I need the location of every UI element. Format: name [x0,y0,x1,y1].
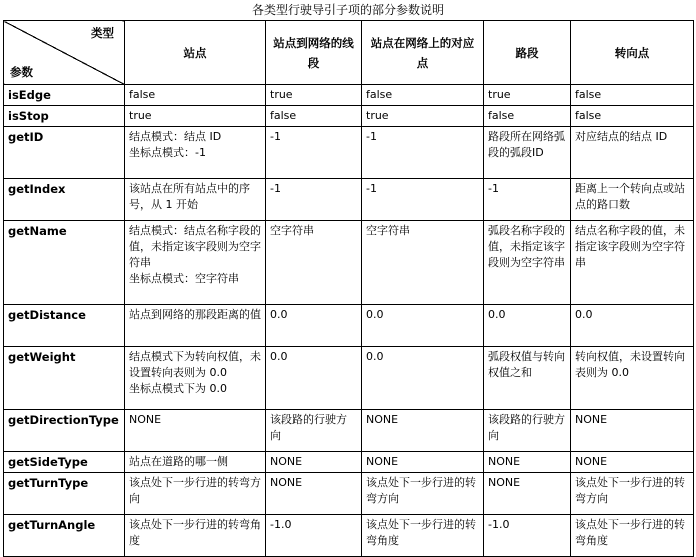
table-cell: 该段路的行驶方向 [484,410,571,452]
table-cell: 0.0 [362,305,484,347]
table-cell: 该点处下一步行进的转弯方向 [362,473,484,515]
table-cell: 该段路的行驶方向 [266,410,362,452]
table-cell: NONE [362,410,484,452]
param-name-cell: getWeight [4,347,125,410]
column-header-stop-to-network-segment: 站点到网络的线段 [266,21,362,85]
table-row [4,305,694,347]
table-cell: 对应结点的结点 ID [571,127,694,179]
table-cell: false [362,85,484,106]
table-cell: 0.0 [571,305,694,347]
table-cell: 该点处下一步行进的转弯角度 [125,515,266,557]
table-cell: 该点处下一步行进的转弯方向 [571,473,694,515]
table-cell: NONE [266,452,362,473]
table-cell: -1 [362,127,484,179]
header-type-label: 类型 [91,26,114,40]
header-param-label: 参数 [10,65,33,79]
table-cell: 转向权值，未设置转向表则为 0.0 [571,347,694,410]
table-cell: -1 [266,127,362,179]
table-row [4,106,694,127]
table-row [4,85,694,106]
param-name-cell: getTurnType [4,473,125,515]
table-cell: 空字符串 [266,221,362,305]
table-row [4,515,694,557]
table-cell: NONE [362,452,484,473]
diagonal-header-cell [4,21,125,85]
table-cell: NONE [266,473,362,515]
column-header-stop: 站点 [125,21,266,85]
table-cell: 0.0 [266,347,362,410]
param-name-cell: isEdge [4,85,125,106]
param-name-cell: getDirectionType [4,410,125,452]
table-cell: 0.0 [484,305,571,347]
table-cell: false [571,106,694,127]
table-cell: 结点名称字段的值，未指定该字段则为空字符串 [571,221,694,305]
table-body [4,85,694,557]
table-cell: NONE [484,452,571,473]
table-cell: 站点到网络的那段距离的值 [125,305,266,347]
table-row [4,347,694,410]
table-cell: 路段所在网络弧段的弧段ID [484,127,571,179]
table-row [4,410,694,452]
table-cell: -1 [266,179,362,221]
table-cell: 距离上一个转向点或站点的路口数 [571,179,694,221]
table-cell: true [484,85,571,106]
param-name-cell: getName [4,221,125,305]
param-name-cell: getIndex [4,179,125,221]
table-cell: 弧段权值与转向权值之和 [484,347,571,410]
table-cell: 结点模式：结点 ID 坐标点模式：-1 [125,127,266,179]
table-row [4,452,694,473]
table-cell: false [266,106,362,127]
column-header-stop-network-point: 站点在网络上的对应点 [362,21,484,85]
table-cell: 结点模式下为转向权值，未设置转向表则为 0.0 坐标点模式下为 0.0 [125,347,266,410]
column-header-edge: 路段 [484,21,571,85]
table-cell: 弧段名称字段的值，未指定该字段则为空字符串 [484,221,571,305]
table-cell: true [266,85,362,106]
table-cell: 空字符串 [362,221,484,305]
table-cell: 该点处下一步行进的转弯角度 [362,515,484,557]
param-name-cell: getTurnAngle [4,515,125,557]
table-cell: -1 [362,179,484,221]
table-cell: 站点在道路的哪一侧 [125,452,266,473]
table-caption: 各类型行驶导引子项的部分参数说明 [251,3,444,17]
table-cell: NONE [571,452,694,473]
parameter-table [3,20,694,557]
header-row [4,21,694,85]
table-cell: false [125,85,266,106]
param-name-cell: getSideType [4,452,125,473]
table-row [4,473,694,515]
table-cell: false [571,85,694,106]
table-cell: 该站点在所有站点中的序号，从 1 开始 [125,179,266,221]
table-cell: 该点处下一步行进的转弯角度 [571,515,694,557]
table-cell: -1.0 [266,515,362,557]
table-cell: 0.0 [266,305,362,347]
param-name-cell: isStop [4,106,125,127]
table-cell: 0.0 [362,347,484,410]
table-cell: -1 [484,179,571,221]
table-cell: -1.0 [484,515,571,557]
param-name-cell: getDistance [4,305,125,347]
table-row [4,127,694,179]
table-cell: true [362,106,484,127]
column-header-turn-point: 转向点 [571,21,694,85]
param-name-cell: getID [4,127,125,179]
table-cell: false [484,106,571,127]
table-cell: NONE [484,473,571,515]
table-cell: NONE [571,410,694,452]
table-cell: 该点处下一步行进的转弯方向 [125,473,266,515]
table-row [4,179,694,221]
table-cell: NONE [125,410,266,452]
table-cell: 结点模式：结点名称字段的值，未指定该字段则为空字符串 坐标点模式：空字符串 [125,221,266,305]
table-row [4,221,694,305]
table-cell: true [125,106,266,127]
